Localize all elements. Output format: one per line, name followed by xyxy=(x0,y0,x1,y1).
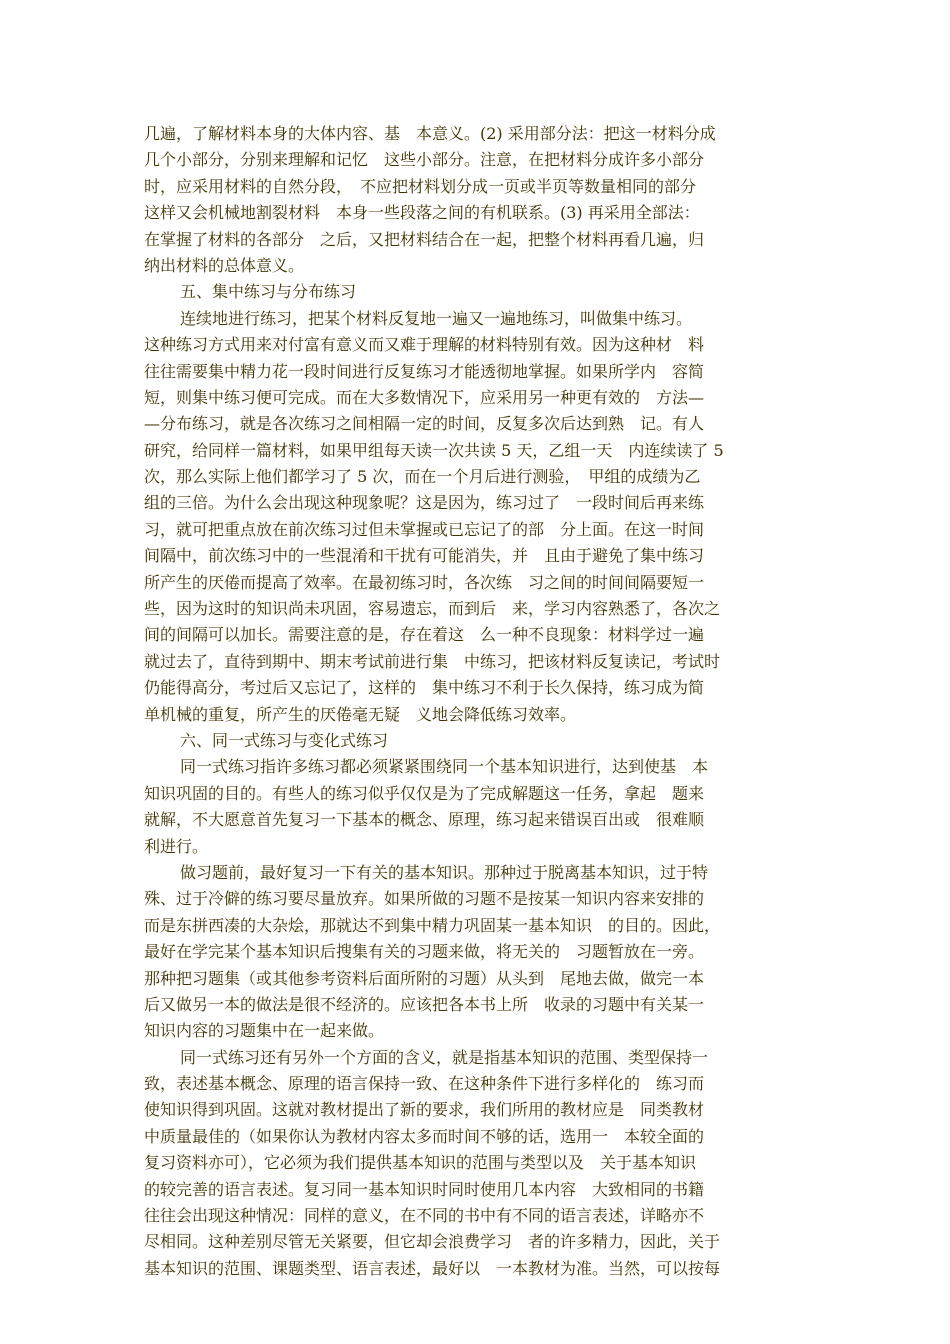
document-body xyxy=(144,121,810,1282)
text-line: 复习资料亦可），它必须为我们提供基本知识的范围与类型以及 关于基本知识 xyxy=(144,1153,697,1173)
text-line: 五、集中练习与分布练习 xyxy=(180,282,357,302)
text-line: 间的间隔可以加长。需要注意的是，存在着这 么一种不良现象：材料学过一遍 xyxy=(144,625,705,645)
text-line: 致，表述基本概念、原理的语言保持一致、在这种条件下进行多样化的 练习而 xyxy=(144,1074,705,1094)
text-line: 些，因为这时的知识尚未巩固，容易遗忘，而到后 来，学习内容熟悉了，各次之 xyxy=(144,599,721,619)
text-line: 所产生的厌倦而提高了效率。在最初练习时，各次练 习之间的时间间隔要短一 xyxy=(144,572,705,592)
text-line: 在掌握了材料的各部分 之后，又把材料结合在一起，把整个材料再看几遍，归 xyxy=(144,229,705,249)
text-line: 知识巩固的目的。有些人的练习似乎仅仅是为了完成解题这一任务，拿起 题来 xyxy=(144,783,705,803)
text-line: 而是东拼西凑的大杂烩，那就达不到集中精力巩固某一基本知识 的目的。因此， xyxy=(144,915,721,935)
text-line: 那种把习题集（或其他参考资料后面所附的习题）从头到 尾地去做，做完一本 xyxy=(144,968,705,988)
text-line: 知识内容的习题集中在一起来做。 xyxy=(144,1021,385,1041)
text-line: 连续地进行练习，把某个材料反复地一遍又一遍地练习，叫做集中练习。 xyxy=(180,308,693,328)
text-line: 同一式练习指许多练习都必须紧紧围绕同一个基本知识进行，达到使基 本 xyxy=(180,757,709,777)
text-line: 这样又会机械地割裂材料 本身一些段落之间的有机联系。(3) 再采用全部法： xyxy=(144,203,700,223)
text-line: 就解，不大愿意首先复习一下基本的概念、原理，练习起来错误百出或 很难顺 xyxy=(144,810,705,830)
text-line: 中质量最佳的（如果你认为教材内容太多而时间不够的话，选用一 本较全面的 xyxy=(144,1126,705,1146)
text-line: 习，就可把重点放在前次练习过但未掌握或已忘记了的部 分上面。在这一时间 xyxy=(144,519,705,539)
text-line: 尽相同。这种差别尽管无关紧要，但它却会浪费学习 者的许多精力，因此，关于 xyxy=(144,1232,721,1252)
text-line: 研究，给同样一篇材料，如果甲组每天读一次共读 5 天，乙组一天 内连续读了 5 xyxy=(144,440,724,460)
text-line: 后又做另一本的做法是很不经济的。应该把各本书上所 收录的习题中有关某一 xyxy=(144,994,705,1014)
text-line: 殊、过于冷僻的练习要尽量放弃。如果所做的习题不是按某一知识内容来安排的 xyxy=(144,889,705,909)
text-line: 短，则集中练习便可完成。而在大多数情况下，应采用另一种更有效的 方法— xyxy=(144,387,705,407)
text-line: 几个小部分，分别来理解和记忆 这些小部分。注意，在把材料分成许多小部分 xyxy=(144,150,705,170)
text-line: 使知识得到巩固。这就对教材提出了新的要求，我们所用的教材应是 同类教材 xyxy=(144,1100,705,1120)
text-line: 最好在学完某个基本知识后搜集有关的习题来做，将无关的 习题暂放在一旁。 xyxy=(144,942,705,962)
text-line: 的较完善的语言表述。复习同一基本知识时同时使用几本内容 大致相同的书籍 xyxy=(144,1179,705,1199)
text-line: 利进行。 xyxy=(144,836,209,856)
text-line: 往往需要集中精力花一段时间进行反复练习才能透彻地掌握。如果所学内 容简 xyxy=(144,361,705,381)
text-line: 仍能得高分，考过后又忘记了，这样的 集中练习不利于长久保持，练习成为简 xyxy=(144,678,705,698)
text-line: 基本知识的范围、课题类型、语言表述，最好以 一本教材为准。当然，可以按每 xyxy=(144,1258,721,1278)
text-line: 纳出材料的总体意义。 xyxy=(144,255,305,275)
text-line: 往往会出现这种情况：同样的意义，在不同的书中有不同的语言表述，详略亦不 xyxy=(144,1206,705,1226)
text-line: 做习题前，最好复习一下有关的基本知识。那种过于脱离基本知识，过于特 xyxy=(180,862,709,882)
text-line: 这种练习方式用来对付富有意义而又难于理解的材料特别有效。因为这种材 料 xyxy=(144,335,705,355)
text-line: 就过去了，直待到期中、期末考试前进行集 中练习，把该材料反复读记，考试时 xyxy=(144,651,721,671)
text-line: 几遍，了解材料本身的大体内容、基 本意义。(2) 采用部分法：把这一材料分成 xyxy=(144,124,716,143)
text-line: 间隔中，前次练习中的一些混淆和干扰有可能消失，并 且由于避免了集中练习 xyxy=(144,546,705,566)
text-line: 单机械的重复，所产生的厌倦毫无疑 义地会降低练习效率。 xyxy=(144,704,577,724)
text-line: 同一式练习还有另外一个方面的含义，就是指基本知识的范围、类型保持一 xyxy=(180,1047,709,1067)
text-line: 组的三倍。为什么会出现这种现象呢？这是因为，练习过了 一段时间后再来练 xyxy=(144,493,705,513)
text-line: 六、同一式练习与变化式练习 xyxy=(180,730,389,750)
text-line: 次，那么实际上他们都学习了 5 次，而在一个月后进行测验， 甲组的成绩为乙 xyxy=(144,467,701,487)
text-line: 时，应采用材料的自然分段， 不应把材料划分成一页或半页等数量相同的部分 xyxy=(144,176,697,196)
text-line: —分布练习，就是各次练习之间相隔一定的时间，反复多次后达到熟 记。有人 xyxy=(144,414,705,434)
